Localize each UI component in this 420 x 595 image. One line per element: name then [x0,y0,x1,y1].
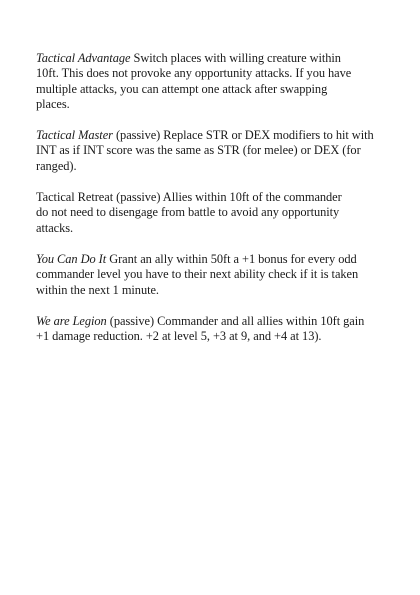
text-line: multiple attacks, you can attempt one attack after swapping [36,81,328,96]
text-line [36,314,388,329]
text-line: +1 damage reduction. +2 at level 5, +3 at 9, and +4 at 13). [36,329,322,344]
text-line: places. [36,96,70,111]
text-line: ranged). [36,158,77,173]
text-line: within the next 1 minute. [36,282,159,297]
text-line: attacks. [36,220,74,235]
text-line: INT as if INT score was the same as STR (for melee) or DEX (for [36,143,361,158]
ability-entry-tactical-advantage [36,51,388,112]
ability-text: Grant an ally within 50ft a +1 bonus for every odd [106,251,357,266]
ability-entry-tactical-master [36,128,388,174]
text-line: do not need to disengage from battle to avoid any opportunity [36,205,340,220]
text-line: 10ft. This does not provoke any opportunity attacks. If you have [36,66,352,81]
text-line [36,51,388,66]
text-line [36,190,388,205]
ability-name: You Can Do It [36,251,107,266]
document-page [36,51,388,360]
ability-name: Tactical Retreat [36,190,114,205]
ability-entry-you-can-do-it [36,252,388,298]
ability-text: (passive) Commander and all allies within 10ft gain [106,313,365,328]
text-line: commander level you have to their next ability check if it is taken [36,267,359,282]
ability-entry-we-are-legion [36,314,388,345]
ability-entry-tactical-retreat [36,190,388,236]
ability-name: Tactical Advantage [36,51,131,65]
ability-name: Tactical Master [36,128,113,143]
ability-text: (passive) Replace STR or DEX modifiers to hit with [112,128,374,143]
ability-text: Switch places with willing creature within [130,51,341,65]
ability-name: We are Legion [36,313,107,328]
ability-text: (passive) Allies within 10ft of the commander [113,190,342,205]
text-line [36,252,388,267]
text-line [36,128,388,143]
